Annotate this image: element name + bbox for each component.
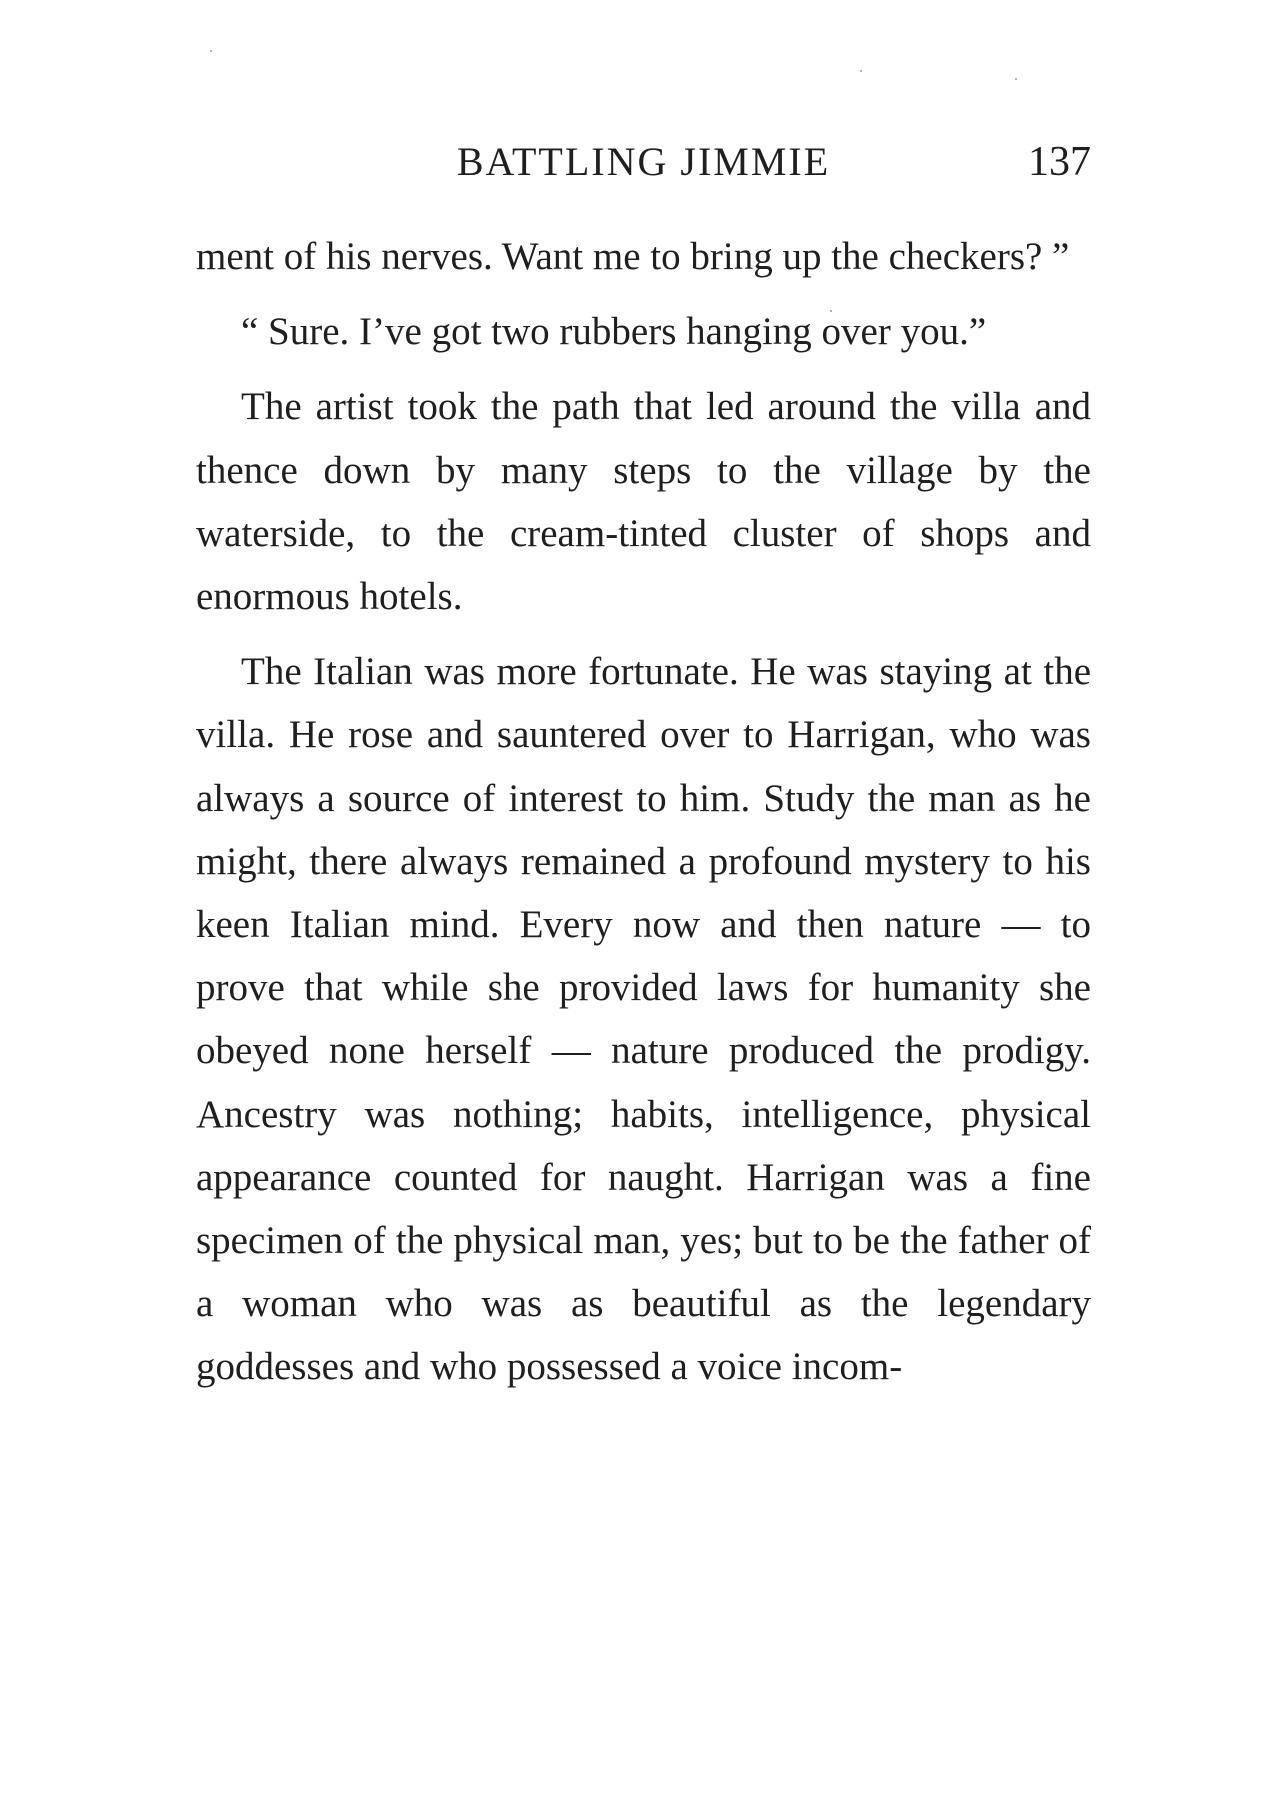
paper-speck: [860, 70, 862, 72]
paragraph: The Italian was more fortunate. He was staying at the villa. He rose and sauntered over to Harrigan, who was always a source of interest to him. Study the man as he might, there always remained a profound mystery to his keen Italian mind. Every now and then nature — to prove that while she provided laws for humanity she obeyed none herself — nature produced the prodigy. Ancestry was nothing; habits, intelligence, physical appearance counted for naught. Harrigan was a fine specimen of the physical man, yes; but to be the father of a woman who was as beautiful as the legendary goddesses and who possessed a voice incom-: [196, 650, 1091, 1389]
body-text: [196, 225, 1091, 1411]
running-title: BATTLING JIMMIE: [456, 139, 831, 184]
running-head: [196, 138, 1091, 198]
paragraph: “ Sure. I’ve got two rubbers hanging over you.”: [241, 310, 987, 354]
paper-speck: [210, 50, 212, 52]
paragraph-continued: ment of his nerves. Want me to bring up the checkers? ”: [196, 235, 1070, 278]
paragraph: The artist took the path that led around the villa and thence down by many steps to the village by the waterside, to the cream-tinted cluster of shops and enormous hotels.: [196, 385, 1091, 619]
paper-speck: [1015, 78, 1017, 80]
page-number: 137: [1028, 139, 1091, 185]
